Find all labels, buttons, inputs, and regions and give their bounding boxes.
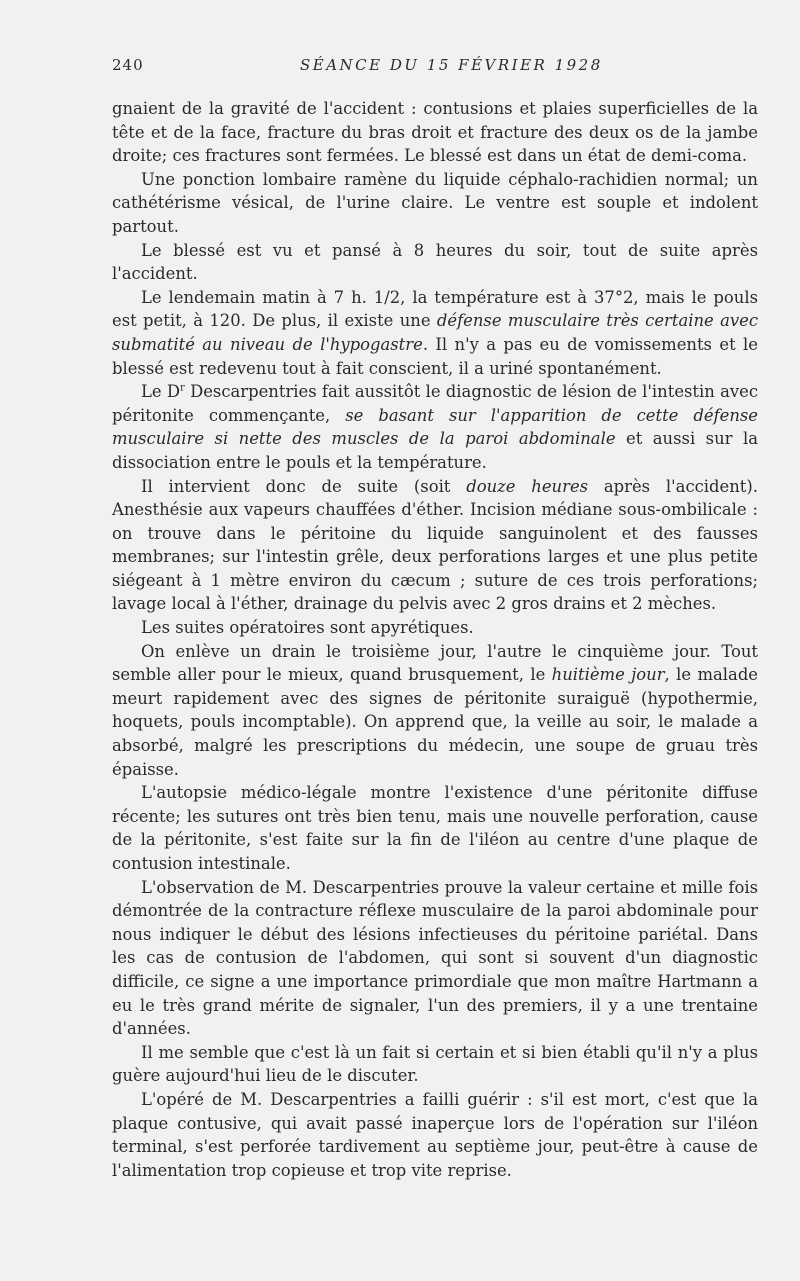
running-title: SÉANCE DU 15 FÉVRIER 1928 [300,56,603,74]
page-header [112,56,758,80]
paragraph: L'opéré de M. Descarpentries a failli guérir : s'il est mort, c'est que la plaque contusive, qui avait passé inaperçue lors de l'opération sur l'iléon terminal, s'est perforée tardivement au septième jour, peut-être à cause de l'alimentation trop copieuse et trop vite reprise. [112,1089,758,1180]
paragraph: L'autopsie médico-légale montre l'existence d'une péritonite diffuse récente; les sutures ont très bien tenu, mais une nouvelle perforation, cause de la péritonite, s'est faite sur la fin de l'iléon au centre d'une plaque de contusion intestinale. [112,783,758,873]
italic-emphasis: défense musculaire très certaine avec submatité au niveau de l'hypogastre [112,311,758,354]
paragraph: Le blessé est vu et pansé à 8 heures du soir, tout de suite après l'accident. [112,240,758,284]
paragraph: Il me semble que c'est là un fait si certain et si bien établi qu'il n'y a plus guère aujourd'hui lieu de le discuter. [112,1042,758,1086]
paragraph: Les suites opératoires sont apyrétiques. [141,618,474,638]
paragraph: On enlève un drain le troisième jour, l'autre le cinquième jour. Tout semble aller pour le mieux, quand brusquement, le huitième jour, le malade meurt rapidement avec des signes de péritonite suraiguë (hypothermie, hoquets, pouls incomptable). On apprend que, la veille au soir, le malade a absorbé, malgré les prescriptions du médecin, une soupe de gruau très épaisse. [112,641,759,779]
paragraph: Le $D^r$ Descarpentries fait aussitôt le diagnostic de lésion de l'intestin avec péritonite commençante, se basant sur l'apparition de cette défense musculaire si nette des muscles de la paroi abdominale et aussi sur la dissociation entre le pouls et la température. [112,382,759,472]
italic-emphasis: huitième jour [551,665,665,685]
italic-emphasis: douze heures [466,476,589,496]
superscript: r [180,382,185,394]
italic-emphasis: se basant sur l'apparition de cette défense musculaire si nette des muscles de la paroi abdominale [112,405,758,449]
paragraph: L'observation de M. Descarpentries prouve la valeur certaine et mille fois démontrée de la contracture réflexe musculaire de la paroi abdominale pour nous indiquer le début des lésions infectieuses du péritoine pariétal. Dans les cas de contusion de l'abdomen, qui sont si souvent d'un diagnostic difficile, ce signe a une importance primordiale que mon maître Hartmann a eu le très grand mérite de signaler, l'un des premiers, il y a une trentaine d'années. [112,877,758,1039]
paragraph: Il intervient donc de suite (soit douze heures après l'accident). Anesthésie aux vapeurs chauffées d'éther. Incision médiane sous-ombilicale : on trouve dans le péritoine du liquide sanguinolent et des fausses membranes; sur l'intestin grêle, deux perforations larges et une plus petite siégeant à 1 mètre environ du cæcum ; suture de ces trois perforations; lavage local à l'éther, drainage du pelvis avec 2 gros drains et 2 mèches. [112,476,758,614]
page-number: 240 [112,56,144,74]
paragraph: Le lendemain matin à 7 h. 1/2, la température est à 37°2, mais le pouls est petit, à 120. De plus, il existe une défense musculaire très certaine avec submatité au niveau de l'hypogastre. Il n'y a pas eu de vomissements et le blessé est redevenu tout à fait conscient, il a uriné spontanément. [112,287,758,378]
paragraph: Une ponction lombaire ramène du liquide céphalo-rachidien normal; un cathétérisme vésical, de l'urine claire. Le ventre est souple et indolent partout. [112,169,758,236]
paragraph-continuation: gnaient de la gravité de l'accident : contusions et plaies superficielles de la tête et de la face, fracture du bras droit et fracture des deux os de la jambe droite; ces fractures sont fermées. Le blessé est dans un état de demi-coma. [112,99,758,166]
body-text [112,97,758,1182]
